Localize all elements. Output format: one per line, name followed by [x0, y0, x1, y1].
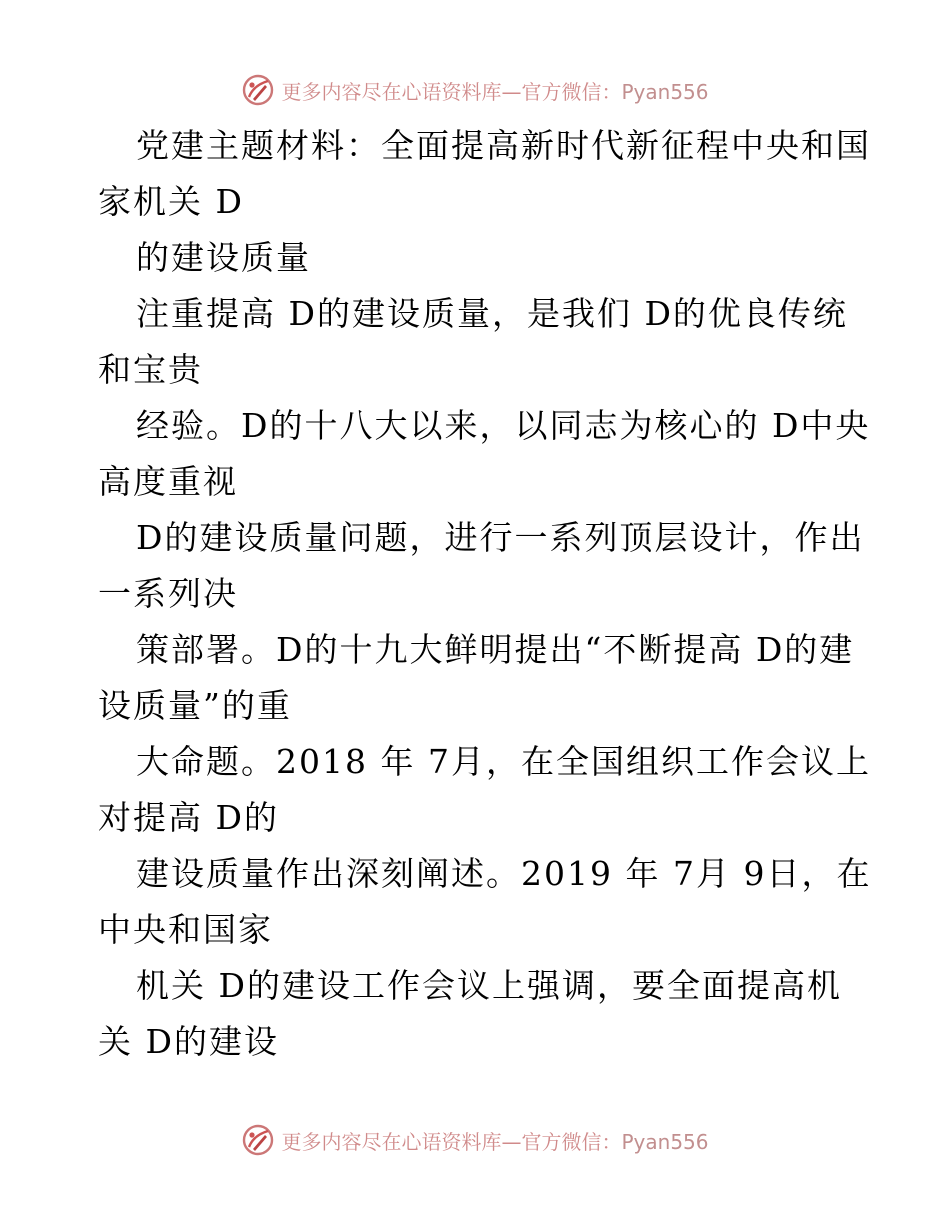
header-watermark: [0, 70, 950, 110]
watermark-brand-text: 更多内容尽在心语资料库—官方微信：: [281, 1129, 622, 1154]
watermark-handle: Pyan556: [621, 1129, 709, 1154]
watermark-brand-text: 更多内容尽在心语资料库—官方微信：: [281, 79, 622, 104]
pen-swirl-logo-icon: [241, 1123, 275, 1157]
text-line: 策部署。D的十九大鲜明提出“不断提高 D的建: [136, 630, 855, 669]
text-line: D的建设质量问题，进行一系列顶层设计，作出: [136, 518, 865, 557]
document-body: [98, 118, 872, 1070]
text-line: 注重提高 D的建设质量，是我们 D的优良传统: [136, 294, 848, 333]
text-line: 的建设质量: [136, 238, 311, 277]
text-line: 关 D的建设: [98, 1022, 279, 1061]
watermark-handle: Pyan556: [621, 79, 709, 104]
text-line: 设质量”的重: [98, 686, 292, 725]
text-line: 家机关 D: [98, 182, 244, 221]
text-line: 和宝贵: [98, 350, 203, 389]
text-line: 大命题。2018 年 7月，在全国组织工作会议上: [136, 742, 871, 781]
text-line: 党建主题材料：全面提高新时代新征程中央和国: [136, 126, 871, 165]
text-line: 机关 D的建设工作会议上强调，要全面提高机: [136, 966, 842, 1005]
text-line: 中央和国家: [98, 910, 273, 949]
footer-watermark: [0, 1120, 950, 1160]
text-line: 经验。D的十八大以来，以同志为核心的 D中央: [136, 406, 871, 445]
text-line: 一系列决: [98, 574, 238, 613]
pen-swirl-logo-icon: [241, 73, 275, 107]
text-line: 对提高 D的: [98, 798, 279, 837]
watermark-text: [281, 76, 708, 105]
text-line: 建设质量作出深刻阐述。2019 年 7月 9日，在: [136, 854, 872, 893]
text-line: 高度重视: [98, 462, 238, 501]
watermark-text: [281, 1126, 708, 1155]
